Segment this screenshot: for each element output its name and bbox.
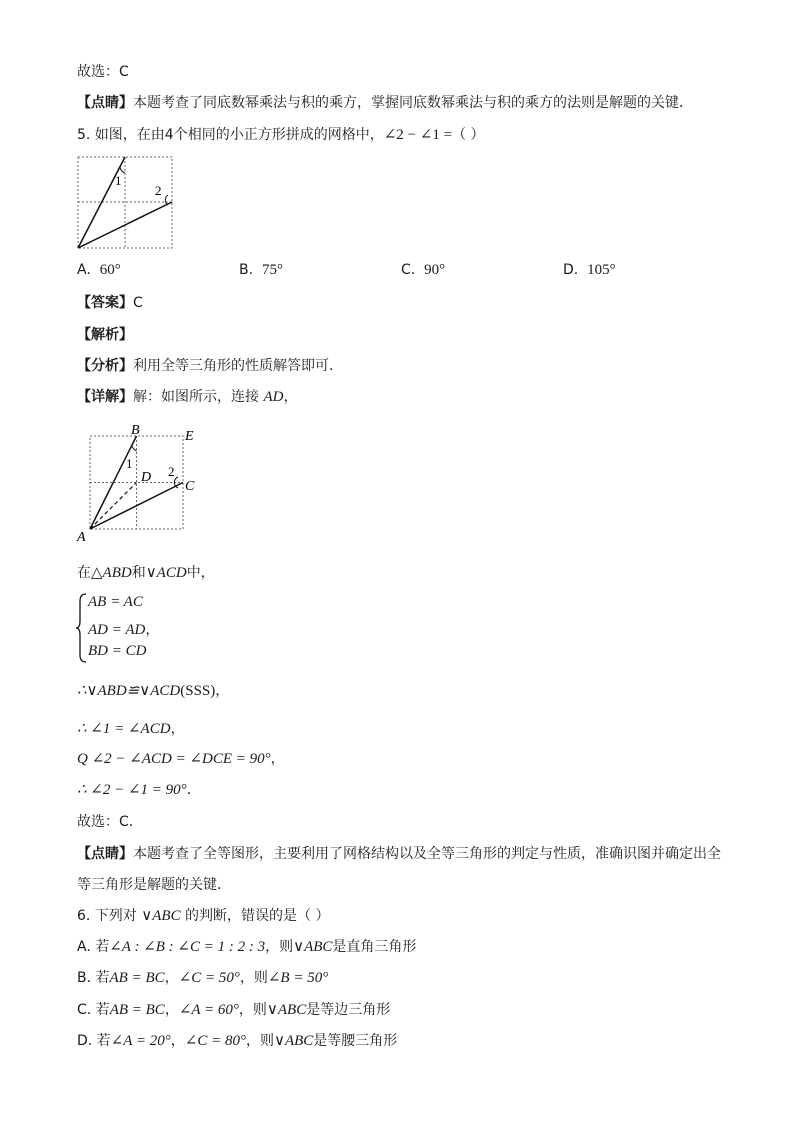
angle-1-label: 1 [126, 456, 133, 471]
final-answer-text: 故选：C． [77, 814, 143, 830]
system-eq-2-comma: ， [145, 622, 160, 638]
q6c-then: ，则 [238, 1002, 267, 1018]
triangle-acd: ∨ACD [145, 565, 187, 581]
q6d-triangle: ∨ABC [273, 1033, 314, 1049]
answer-value: C [133, 295, 143, 311]
analysis-tag: 【解析】 [77, 327, 133, 343]
fenxi-tag: 【分析】 [77, 358, 133, 374]
in-suffix: 中， [186, 565, 215, 581]
answer-section [77, 294, 143, 312]
point-b-label: B [131, 423, 140, 438]
system-brace [76, 593, 88, 663]
conclusion-4 [77, 781, 201, 799]
figure-q5-grid [76, 155, 176, 251]
option-a-value: 60° [99, 262, 121, 278]
q6-prefix: 6. 下列对 [77, 908, 137, 924]
in-text: 在 [77, 565, 91, 581]
segment-ab [90, 436, 137, 529]
system-eq-3: BD = CD [88, 643, 147, 659]
option-c-value: 90° [424, 262, 446, 278]
question-5-stem [77, 126, 484, 144]
conclusion-4-period: ． [186, 782, 201, 798]
comment-2-line-2 [77, 876, 231, 894]
segment-ad [90, 483, 137, 530]
system-eq-2: AD = AD [88, 622, 146, 638]
question-6-stem [77, 907, 329, 925]
system-eq-1: AB = AC [88, 594, 143, 610]
answer-line [77, 63, 129, 81]
line-to-top [78, 157, 125, 248]
q6c-triangle: ∨ABC [266, 1002, 307, 1018]
q6-option-a [77, 938, 416, 956]
q6b-then: ，则 [239, 970, 268, 986]
xiangjie-line [77, 388, 297, 406]
q5-stem-text: 5. 如图，在由4个相同的小正方形拼成的网格中， [77, 127, 384, 143]
conclusion-1-sss: (SSS) [180, 683, 216, 699]
answer-text: 故选：C [77, 64, 129, 80]
point-e-label: E [185, 429, 194, 444]
q6b-prefix: B. 若 [77, 970, 110, 986]
fenxi-text: 利用全等三角形的性质解答即可． [133, 358, 343, 374]
q6d-expr-1: ∠A = 20° [110, 1033, 171, 1049]
q6-option-d [77, 1032, 397, 1050]
analysis-heading [77, 326, 133, 344]
conclusion-2-comma: ， [170, 721, 185, 737]
angle-2-label: 2 [155, 183, 162, 198]
comment-2-text: 本题考查了全等图形，主要利用了网格结构以及全等三角形的判定与性质，准确识图并确定出全 [133, 846, 721, 862]
answer-tag: 【答案】 [77, 295, 133, 311]
comment-2-text-2: 等三角形是解题的关键． [77, 877, 231, 893]
option-c-letter: C. [401, 262, 416, 278]
system-eq-2-row [88, 619, 159, 639]
conclusion-1-comma: ， [215, 683, 230, 699]
point-c-label: C [185, 479, 195, 494]
point-a-label: A [77, 530, 86, 544]
q6c-prefix: C. 若 [77, 1002, 110, 1018]
option-c [401, 262, 445, 279]
option-a-letter: A. [77, 262, 91, 278]
q6c-expr-1: AB = BC [109, 1002, 165, 1018]
conclusion-4-expr: ∴ ∠2 − ∠1 = 90° [77, 782, 187, 798]
q5-stem-expr: ∠2 − ∠1 = [383, 127, 453, 143]
xiangjie-comma: ， [283, 389, 298, 405]
comment-2-tag: 【点睛】 [77, 846, 133, 862]
in-triangles-line [77, 564, 215, 582]
q6c-expr-2: ∠A = 60° [178, 1002, 239, 1018]
conclusion-3-comma: ， [270, 751, 285, 767]
q6-option-c [77, 1001, 390, 1019]
and-text: 和 [131, 565, 146, 581]
q6c-conclusion: 是等边三角形 [306, 1002, 391, 1018]
angle-1-label: 1 [115, 173, 122, 188]
q6a-prefix: A. 若 [77, 939, 110, 955]
q6-option-b [77, 969, 328, 987]
figure-solution [74, 420, 204, 544]
xiangjie-text: 解：如图所示，连接 [133, 389, 259, 405]
triangle-abd: △ABD [91, 565, 132, 581]
option-a [77, 262, 121, 279]
q6b-expr-2: ∠C = 50° [178, 970, 240, 986]
conclusion-3-expr: Q ∠2 − ∠ACD = ∠DCE = 90° [77, 751, 271, 767]
comment-line [77, 94, 693, 112]
conclusion-3 [77, 750, 285, 768]
q6-triangle: ∨ABC [141, 908, 181, 924]
conclusion-2-expr: ∴ ∠1 = ∠ACD [77, 721, 171, 737]
q6a-conclusion: 是直角三角形 [332, 939, 417, 955]
xiangjie-tag: 【详解】 [77, 389, 133, 405]
q6d-then: ，则 [245, 1033, 274, 1049]
final-answer [77, 813, 143, 831]
option-d [563, 262, 616, 279]
q6d-prefix: D. 若 [77, 1033, 111, 1049]
conclusion-1-expr: ∴∨ABD≌∨ACD [77, 683, 181, 699]
option-d-letter: D. [563, 262, 579, 278]
fenxi-line [77, 357, 343, 375]
xiangjie-ad: AD [263, 389, 284, 405]
q6d-conclusion: 是等腰三角形 [313, 1033, 398, 1049]
option-b-value: 75° [261, 262, 283, 278]
q6a-then: ，则 [265, 939, 294, 955]
q6d-comma: ， [170, 1033, 185, 1049]
q6b-comma: ， [164, 970, 179, 986]
q6b-expr-1: AB = BC [109, 970, 165, 986]
comment-2-line-1 [77, 845, 721, 863]
point-d-label: D [141, 470, 152, 485]
conclusion-2 [77, 720, 185, 738]
q6b-expr-3: ∠B = 50° [267, 970, 329, 986]
option-b-letter: B. [239, 262, 254, 278]
comment-tag: 【点睛】 [77, 95, 133, 111]
option-d-value: 105° [587, 262, 616, 278]
q6d-expr-2: ∠C = 80° [184, 1033, 246, 1049]
comment-text: 本题考查了同底数幂乘法与积的乘方，掌握同底数幂乘法与积的乘方的法则是解题的关键． [133, 95, 693, 111]
conclusion-1 [77, 682, 229, 700]
q5-stem-paren: （ ） [452, 127, 485, 143]
angle-2-label: 2 [168, 464, 175, 479]
q6c-comma: ， [164, 1002, 179, 1018]
angle-1-arc [132, 446, 137, 451]
q6a-expr: ∠A : ∠B : ∠C = 1 : 2 : 3 [109, 939, 266, 955]
q6a-triangle: ∨ABC [293, 939, 333, 955]
q6-suffix: 的判断，错误的是（ ） [185, 908, 330, 924]
option-b [239, 262, 283, 279]
